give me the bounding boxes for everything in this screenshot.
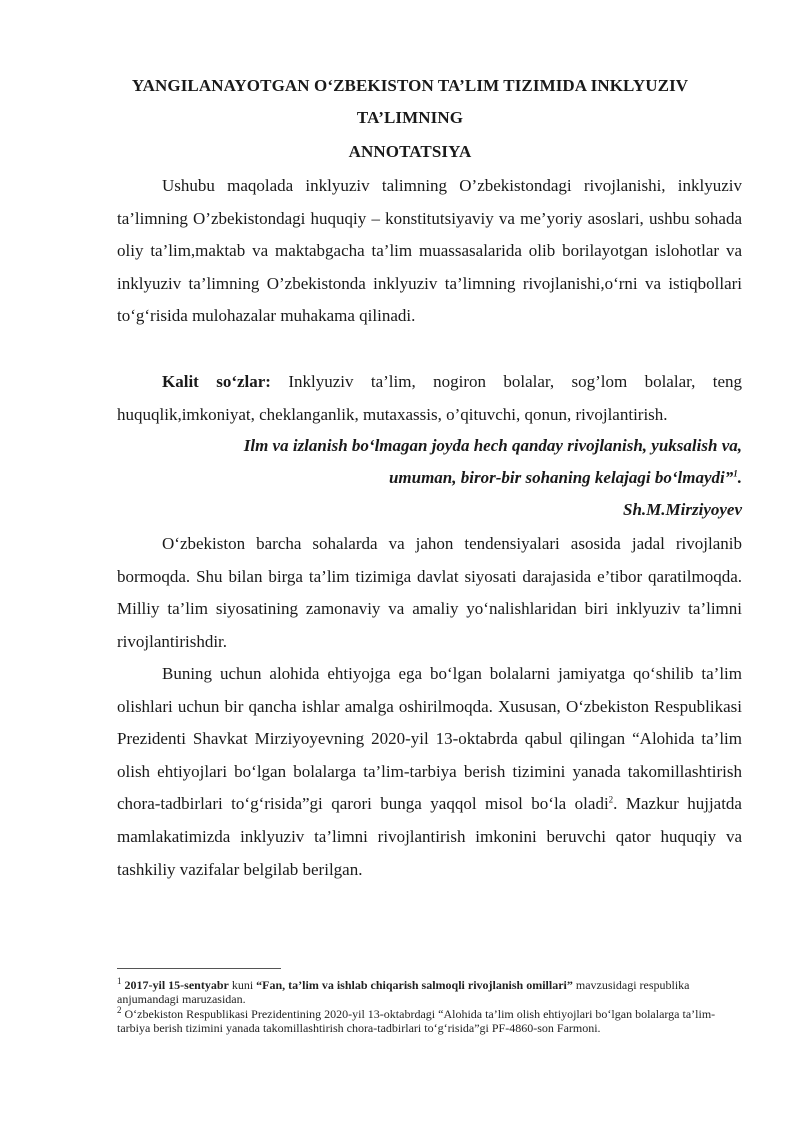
keywords-paragraph [117, 366, 742, 431]
footnote-ref-1[interactable]: 1 [733, 468, 738, 479]
footnote-2 [117, 1007, 717, 1035]
paragraph-2-text-b: . Mazkur hujjatda mamlakatimizda inklyuziv ta’limni rivojlantirish imkonini beruvchi qator huquqiy va tashkiliy vazifalar belgilab berilgan. [117, 794, 742, 879]
epigraph-text: umuman, biror-bir sohaning kelajagi bo‘lmaydi” [388, 468, 734, 487]
paragraph-2-text-a: Buning uchun alohida ehtiyojga ega bo‘lgan bolalarni jamiyatga qo‘shilib ta’lim olishlari uchun bir qancha ishlar amalga oshirilmoqda. Xususan, O‘zbekiston Respublikasi Prezidenti Shavkat Mirziyoyevning 2020-yil 13-oktabrda qabul qilingan “Alohida ta’lim olish ehtiyojlari bo‘lgan bolalarga ta’lim-tarbiya berish tizimini yanada takomillashtirish chora-tadbirlari to‘g‘risida”gi qarori bunga yaqqol misol bo‘la oladi [117, 664, 742, 814]
epigraph-line-2 [389, 462, 742, 494]
footnote-2-number: 2 [117, 1005, 122, 1015]
footnote-2-text: O‘zbekiston Respublikasi Prezidentining 2020-yil 13-oktabrdagi “Alohida ta’lim olish ehtiyojlari bo‘lgan bolalarga ta’lim-tarbiya berish tizimini yanada takomillashtirish chora-tadbirlari to‘g‘risida”gi PF-4860-son Farmoni. [117, 1007, 716, 1035]
title-line-1: YANGILANAYOTGAN O‘ZBEKISTON TA’LIM TIZIMIDA INKLYUZIV [131, 76, 689, 95]
footnote-1 [117, 978, 717, 1006]
footnote-1-topic: “Fan, ta’lim va ishlab chiqarish salmoqli rivojlanish omillari” [256, 978, 573, 992]
body-paragraph-1: O‘zbekiston barcha sohalarda va jahon tendensiyalari asosida jadal rivojlanib bormoqda. Shu bilan birga ta’lim tizimiga davlat siyosati darajasida e’tibor qaratilmoqda. Milliy ta’lim siyosatining zamonaviy va amaliy yo‘nalishlaridan biri inklyuziv ta’limni rivojlantirishdir. [117, 534, 742, 651]
keywords-text: Inklyuziv ta’lim, nogiron bolalar, sog’lom bolalar, teng huquqlik,imkoniyat, cheklanganlik, mutaxassis, o’qituvchi, qonun, rivojlantirish. [117, 372, 742, 424]
keywords-label: Kalit so‘zlar: [162, 372, 271, 391]
footnote-1-number: 1 [117, 976, 122, 986]
footnote-1-text-b: mavzusidagi respublika anjumandagi maruzasidan. [117, 978, 690, 1006]
footnote-1-date: 2017-yil 15-sentyabr [124, 978, 229, 992]
epigraph-line-1: Ilm va izlanish bo‘lmagan joyda hech qanday rivojlanish, yuksalish va, [243, 436, 742, 455]
body-paragraph-2 [117, 658, 742, 886]
epigraph-author: Sh.M.Mirziyoyev [623, 500, 742, 519]
footnote-1-text-a: kuni [228, 978, 257, 992]
annotation-heading: ANNOTATSIYA [348, 142, 472, 161]
footnote-separator [117, 968, 281, 969]
annotation-paragraph: Ushubu maqolada inklyuziv talimning O’zbekistondagi rivojlanishi, inklyuziv ta’limning O’zbekistondagi huquqiy – konstitutsiyaviy va me’yoriy asoslari, ushbu sohada oliy ta’lim,maktab va maktabgacha ta’lim muassasalarida olib borilayotgan islohotlar va inklyuziv ta’limning O’zbekistonda inklyuziv ta’limning rivojlanishi,o‘rni va istiqbollari to‘g‘risida mulohazalar muhakama qilinadi. [117, 176, 742, 326]
epigraph-period: . [737, 468, 742, 487]
title-line-2: TA’LIMNING [356, 108, 464, 127]
footnote-ref-2[interactable]: 2 [608, 794, 614, 805]
